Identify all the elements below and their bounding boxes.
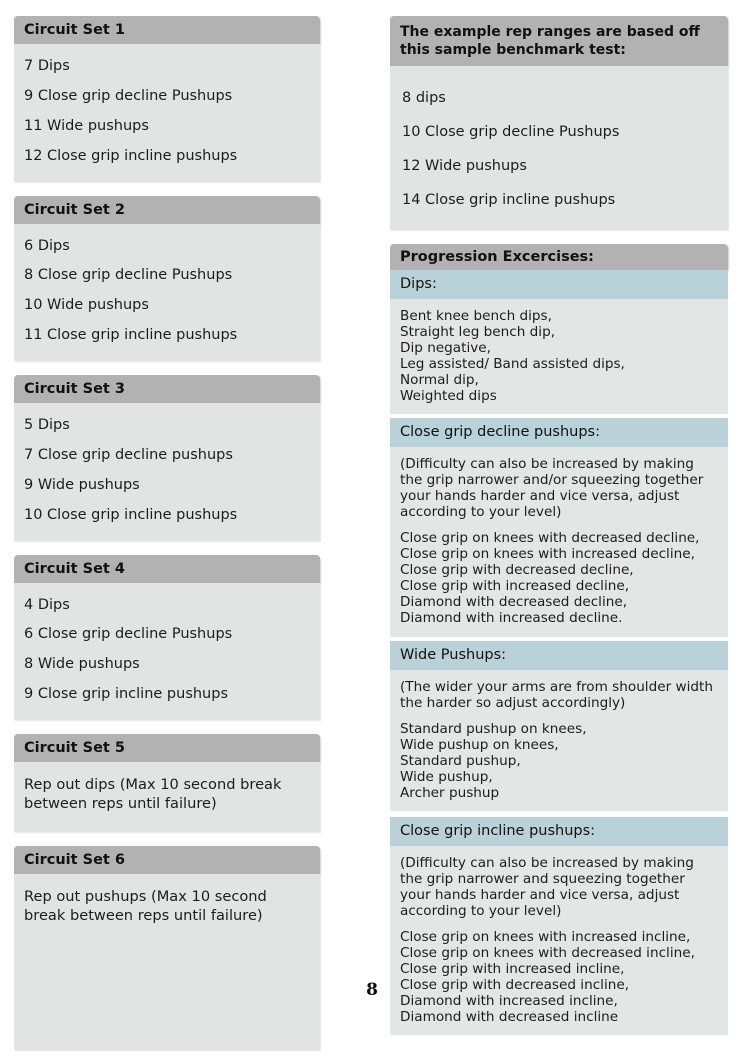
progression-item: Close grip with increased decline, [400, 578, 630, 595]
progression-item: Diamond with decreased decline, [400, 594, 628, 611]
circuit-set-card [14, 196, 320, 362]
progression-section-heading: Wide Pushups: [390, 641, 728, 670]
progression-item: Close grip on knees with increased decline, [400, 546, 695, 563]
benchmark-body [390, 66, 728, 229]
benchmark-line: 8 dips [402, 90, 446, 107]
progression-item-list [400, 308, 718, 404]
progression-item-list [400, 530, 718, 626]
circuit-set-body [14, 224, 320, 361]
circuit-set-title: Circuit Set 6 [14, 846, 320, 874]
circuit-set-card [14, 846, 320, 1050]
progression-item: Weighted dips [400, 388, 497, 405]
benchmark-line: 12 Wide pushups [402, 158, 527, 175]
exercise-line: 9 Close grip incline pushups [24, 686, 229, 703]
circuit-set-body [14, 874, 320, 1050]
benchmark-line: 14 Close grip incline pushups [402, 191, 616, 208]
exercise-line: 7 Close grip decline pushups [24, 446, 233, 463]
circuit-sets-column [14, 16, 320, 1064]
benchmark-title: The example rep ranges are based off this sample benchmark test: [390, 16, 728, 66]
progression-item-list [400, 721, 718, 801]
progression-item: Wide pushup on knees, [400, 736, 559, 753]
progression-item: Close grip on knees with decreased incline, [400, 945, 695, 962]
exercise-line: 5 Dips [24, 417, 70, 434]
progression-item: Wide pushup, [400, 768, 493, 785]
exercise-line: 9 Wide pushups [24, 476, 140, 493]
exercise-line: 11 Wide pushups [24, 117, 149, 134]
circuit-set-card [14, 16, 320, 182]
rep-out-text: Rep out pushups (Max 10 second break between reps until failure) [24, 888, 267, 924]
progression-item: Diamond with increased incline, [400, 993, 618, 1010]
progression-card [390, 244, 728, 1036]
progression-note: (Difficulty can also be increased by making the grip narrower and squeezing together your hands harder and vice versa, adjust according to your level) [400, 854, 694, 920]
progression-section-body [390, 670, 728, 811]
progression-item: Standard pushup on knees, [400, 720, 587, 737]
progression-item-list [400, 929, 718, 1025]
exercise-line: 11 Close grip incline pushups [24, 327, 238, 344]
progression-section-body [390, 299, 728, 414]
progression-section-body [390, 447, 728, 636]
exercise-line: 10 Wide pushups [24, 297, 149, 314]
progression-item: Bent knee bench dips, [400, 307, 552, 324]
circuit-set-card [14, 375, 320, 541]
progression-item: Leg assisted/ Band assisted dips, [400, 355, 625, 372]
progression-item: Close grip on knees with decreased decline, [400, 530, 700, 547]
progression-note: (Difficulty can also be increased by making the grip narrower and/or squeezing together your hands harder and vice versa, adjust according to your level) [400, 456, 704, 521]
circuit-set-card [14, 555, 320, 721]
progression-item: Close grip with increased incline, [400, 961, 625, 978]
circuit-set-title: Circuit Set 5 [14, 734, 320, 762]
progression-section-heading: Close grip decline pushups: [390, 418, 728, 447]
exercise-line: 9 Close grip decline Pushups [24, 87, 233, 104]
rep-out-text: Rep out dips (Max 10 second break between reps until failure) [24, 776, 282, 812]
progression-item: Diamond with increased decline. [400, 610, 623, 627]
exercise-line: 12 Close grip incline pushups [24, 147, 238, 164]
progression-item: Close grip with decreased decline, [400, 562, 634, 579]
benchmark-line: 10 Close grip decline Pushups [402, 124, 620, 141]
progression-section-heading: Dips: [390, 270, 728, 299]
progression-note: (The wider your arms are from shoulder width the harder so adjust accordingly) [400, 678, 713, 711]
circuit-set-title: Circuit Set 2 [14, 196, 320, 224]
progression-column [390, 16, 728, 1049]
circuit-set-body [14, 403, 320, 540]
circuit-set-title: Circuit Set 4 [14, 555, 320, 583]
progression-item: Close grip on knees with increased incline, [400, 929, 691, 946]
exercise-line: 10 Close grip incline pushups [24, 506, 238, 523]
progression-item: Close grip with decreased incline, [400, 977, 630, 994]
exercise-line: 8 Close grip decline Pushups [24, 267, 233, 284]
circuit-set-body [14, 44, 320, 181]
exercise-line: 6 Close grip decline Pushups [24, 626, 233, 643]
benchmark-card [390, 16, 728, 230]
progression-item: Diamond with decreased incline [400, 1009, 619, 1026]
circuit-set-card [14, 734, 320, 832]
progression-section-body [390, 846, 728, 1035]
circuit-set-title: Circuit Set 3 [14, 375, 320, 403]
exercise-line: 8 Wide pushups [24, 656, 140, 673]
exercise-line: 6 Dips [24, 237, 70, 254]
progression-section-heading: Close grip incline pushups: [390, 817, 728, 846]
progression-item: Archer pushup [400, 784, 500, 801]
exercise-line: 4 Dips [24, 596, 70, 613]
progression-item: Dip negative, [400, 339, 491, 356]
exercise-line: 7 Dips [24, 58, 70, 75]
circuit-set-body [14, 583, 320, 720]
progression-title: Progression Excercises: [390, 244, 728, 270]
page-number: 8 [366, 980, 378, 1000]
progression-item: Straight leg bench dip, [400, 323, 556, 340]
circuit-set-body [14, 762, 320, 832]
progression-item: Standard pushup, [400, 752, 521, 769]
circuit-set-title: Circuit Set 1 [14, 16, 320, 44]
progression-item: Normal dip, [400, 372, 479, 388]
